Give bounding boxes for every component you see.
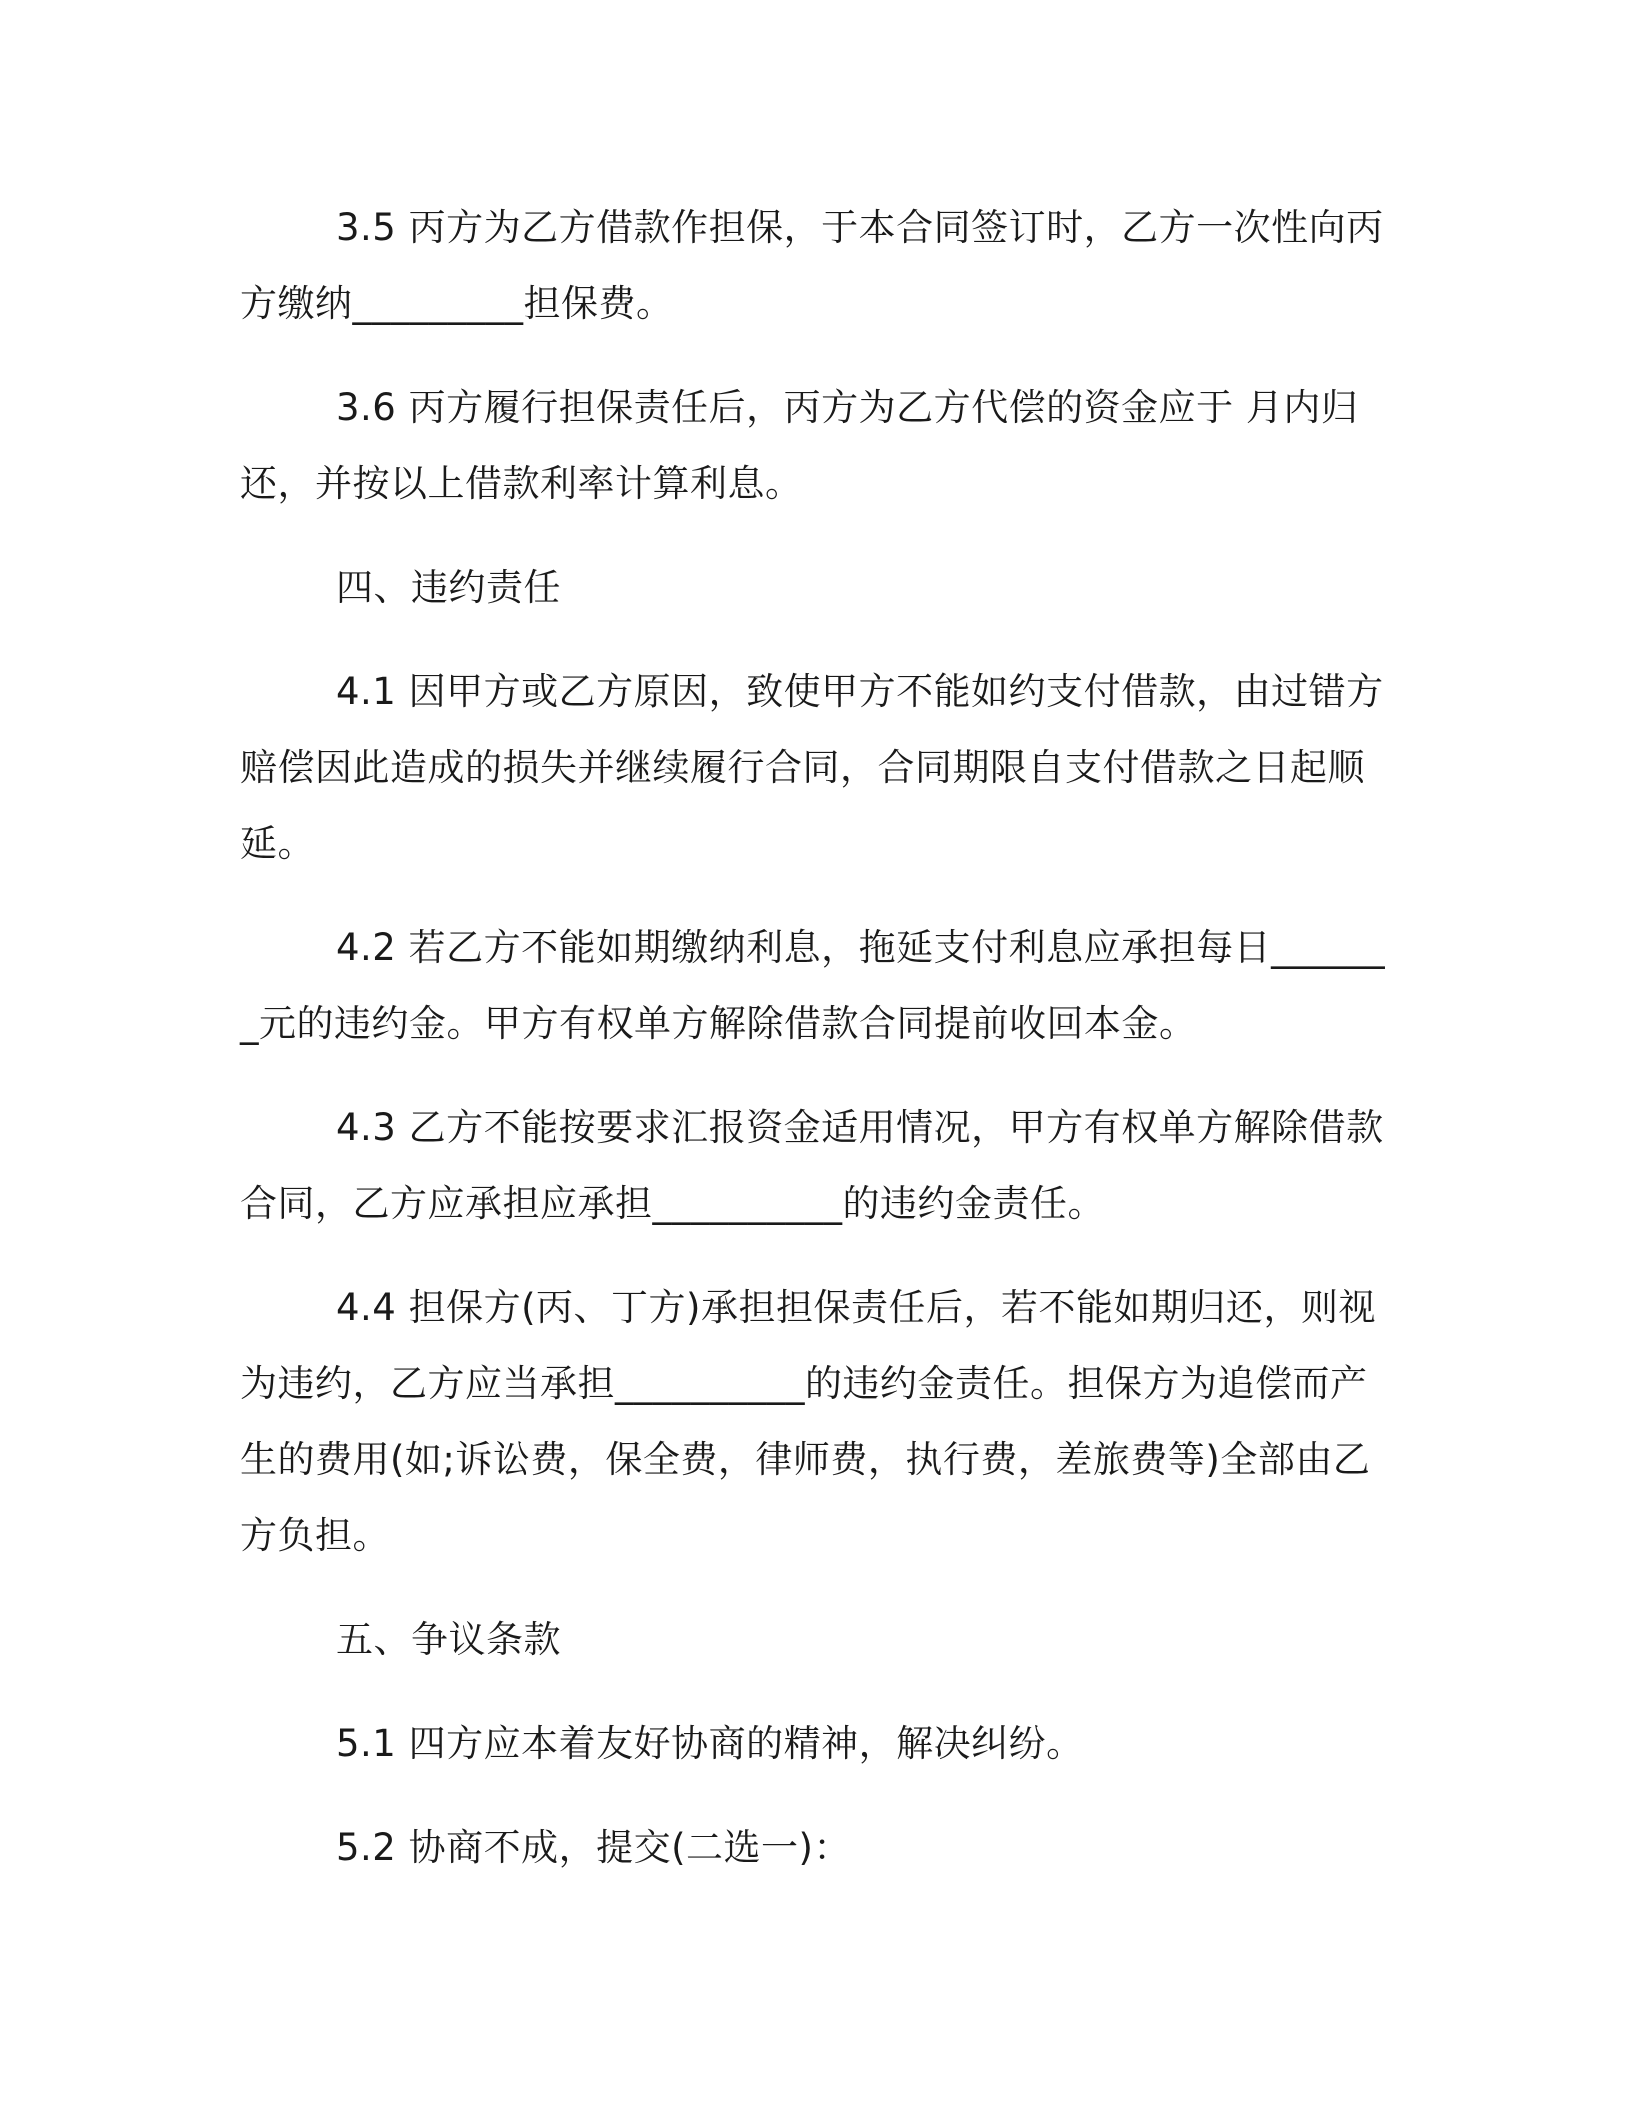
clause-4-3: 4.3 乙方不能按要求汇报资金适用情况，甲方有权单方解除借款合同，乙方应承担应承担__________的违约金责任。	[240, 1106, 1384, 1225]
clause-4-4: 4.4 担保方(丙、丁方)承担担保责任后，若不能如期归还，则视为违约，乙方应当承担__________的违约金责任。担保方为追偿而产生的费用(如;诉讼费，保全费，律师费，执行费，差旅费等)全部由乙方负担。	[240, 1286, 1376, 1557]
clause-3-6: 3.6 丙方履行担保责任后，丙方为乙方代偿的资金应于 月内归还，并按以上借款利率计算利息。	[240, 386, 1359, 505]
document-body	[240, 190, 1390, 1914]
clause-5-2: 5.2 协商不成，提交(二选一)：	[336, 1826, 851, 1869]
section-heading-dispute-clause: 五、争议条款	[336, 1618, 561, 1661]
clause-4-2: 4.2 若乙方不能如期缴纳利息，拖延支付利息应承担每日_______元的违约金。甲方有权单方解除借款合同提前收回本金。	[240, 926, 1386, 1045]
clause-4-1: 4.1 因甲方或乙方原因，致使甲方不能如约支付借款，由过错方赔偿因此造成的损失并继续履行合同，合同期限自支付借款之日起顺延。	[240, 670, 1384, 865]
section-heading-breach-liability: 四、违约责任	[336, 566, 561, 609]
clause-5-1: 5.1 四方应本着友好协商的精神，解决纠纷。	[336, 1722, 1084, 1765]
clause-3-5: 3.5 丙方为乙方借款作担保，于本合同签订时，乙方一次性向丙方缴纳_________担保费。	[240, 206, 1384, 325]
